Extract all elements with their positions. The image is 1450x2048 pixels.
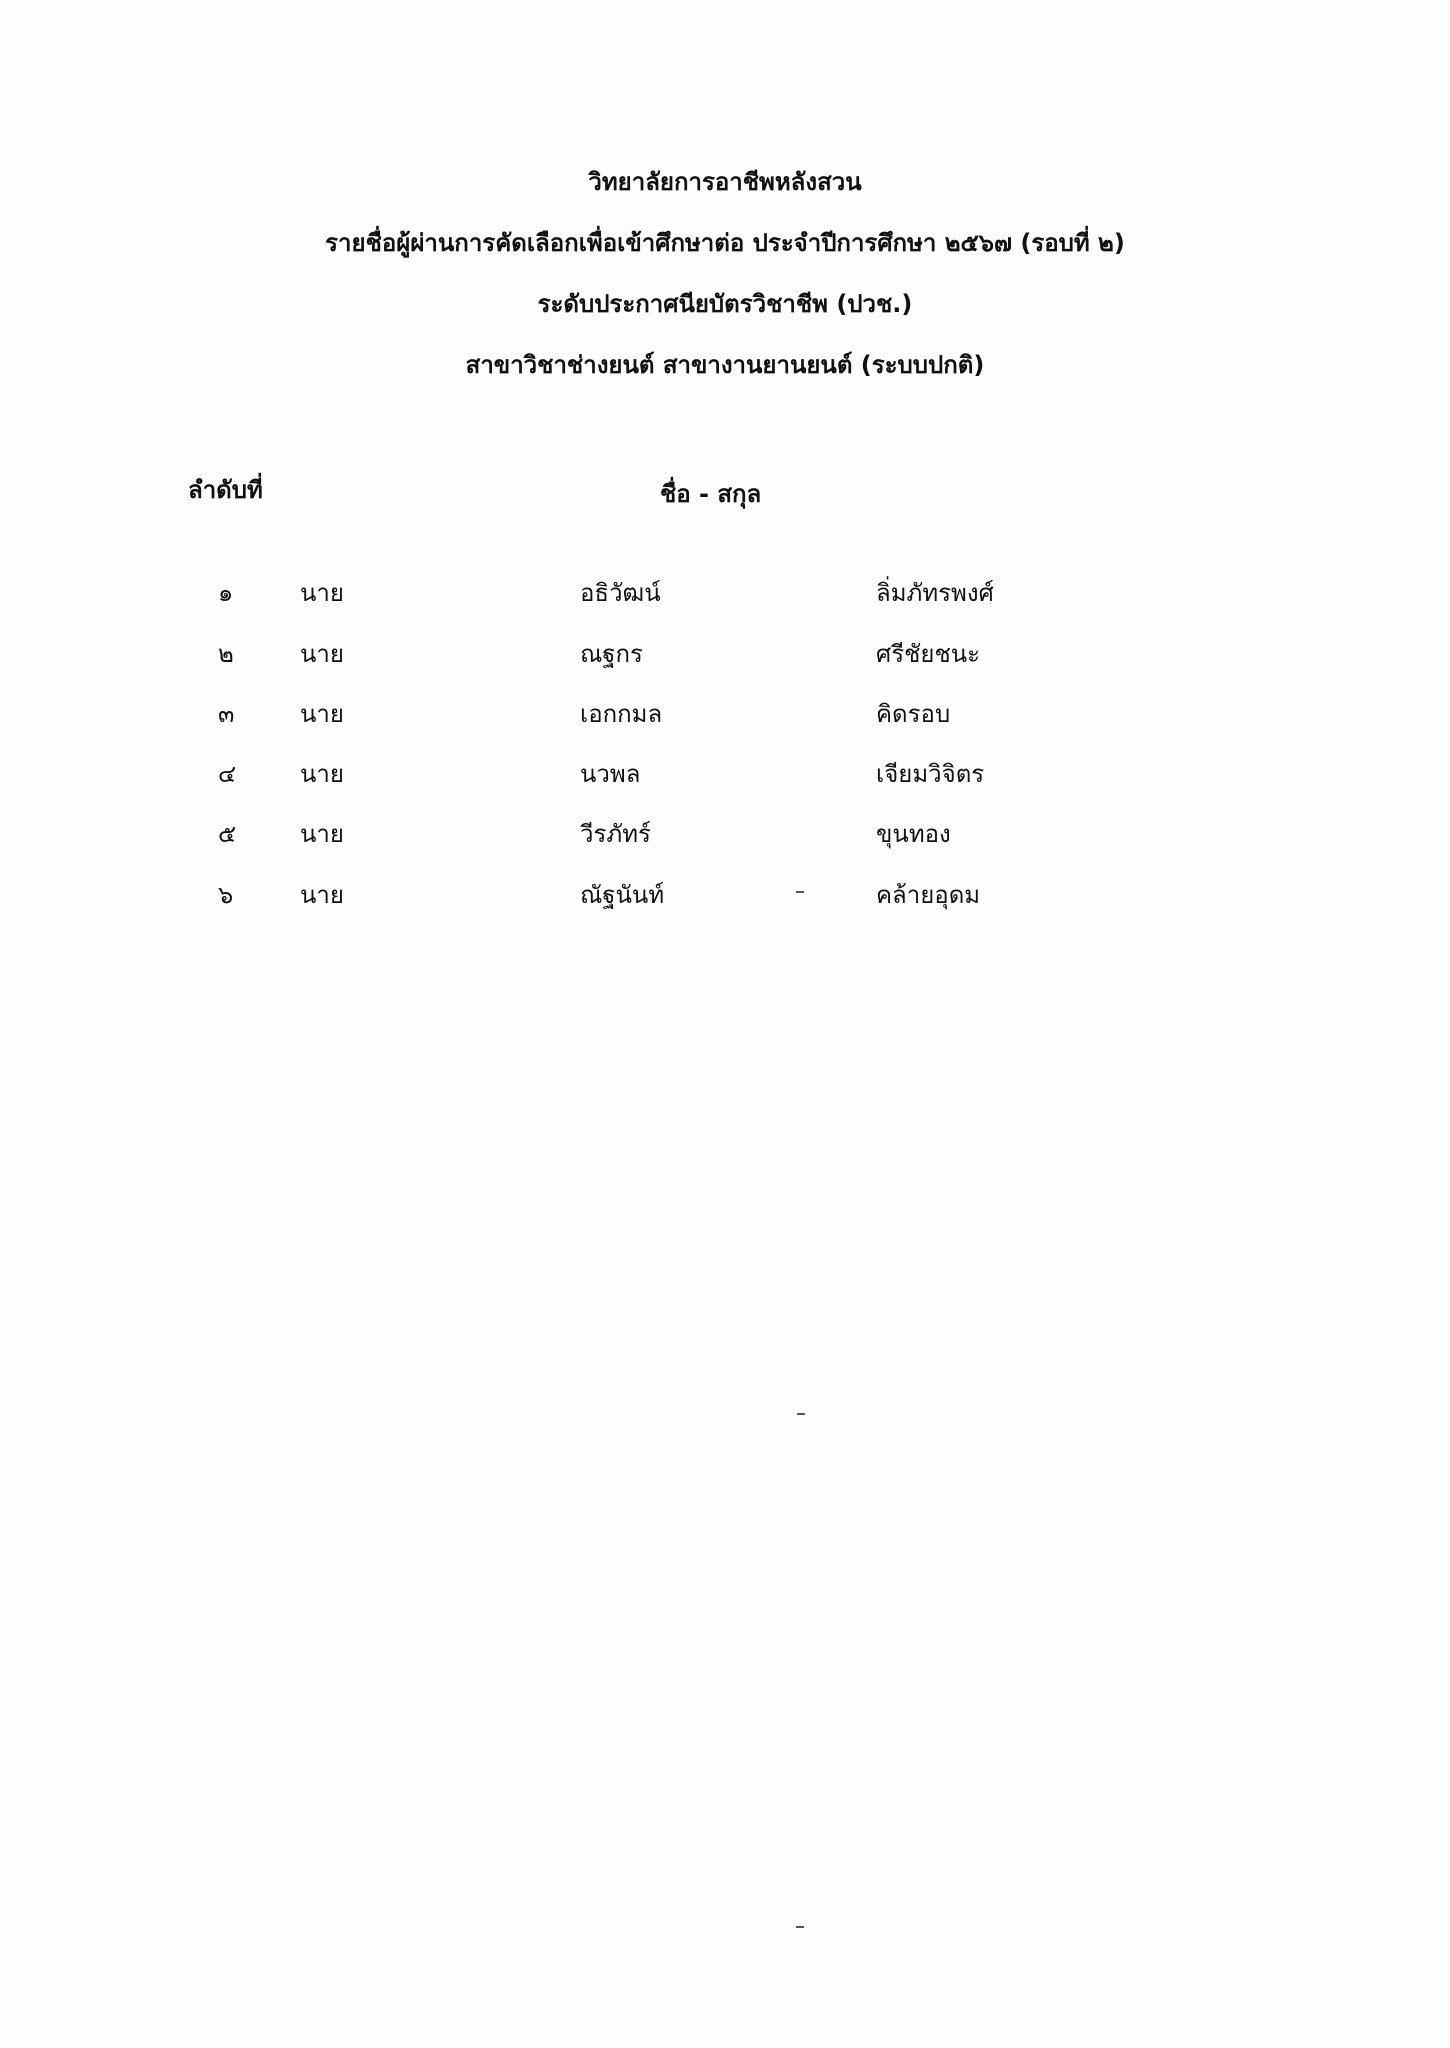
- row-order: ๕: [218, 820, 237, 848]
- institution-title: วิทยาลัยการอาชีพหลังสวน: [588, 168, 862, 196]
- row-last-name: คล้ายอุดม: [876, 881, 981, 909]
- row-title: นาย: [300, 760, 344, 788]
- column-header-name: ชื่อ - สกุล: [660, 480, 762, 508]
- row-order: ๖: [218, 881, 234, 909]
- row-last-name: ขุนทอง: [876, 820, 951, 848]
- row-order: ๑: [218, 579, 234, 607]
- row-order: ๒: [218, 640, 234, 668]
- scan-mark: [797, 1413, 805, 1415]
- row-first-name: นวพล: [580, 760, 641, 788]
- row-first-name: เอกกมล: [580, 700, 663, 728]
- row-title: นาย: [300, 820, 344, 848]
- row-last-name: คิดรอบ: [876, 700, 951, 728]
- row-title: นาย: [300, 579, 344, 607]
- education-level: ระดับประกาศนียบัตรวิชาชีพ (ปวช.): [537, 290, 913, 318]
- table-row: [0, 814, 1450, 854]
- row-first-name: วีรภัทร์: [580, 820, 651, 848]
- table-row: [0, 634, 1450, 674]
- table-row: [0, 754, 1450, 794]
- scan-mark: [796, 891, 804, 893]
- announcement-title: รายชื่อผู้ผ่านการคัดเลือกเพื่อเข้าศึกษาต่อ ประจำปีการศึกษา ๒๕๖๗ (รอบที่ ๒): [325, 229, 1125, 257]
- table-row: [0, 694, 1450, 734]
- column-header-order: ลำดับที่: [188, 476, 263, 504]
- table-row: [0, 573, 1450, 613]
- row-order: ๓: [218, 700, 235, 728]
- row-last-name: เจียมวิจิตร: [876, 760, 985, 788]
- table-row: [0, 875, 1450, 915]
- row-title: นาย: [300, 700, 344, 728]
- row-first-name: ณัฐนันท์: [580, 881, 665, 909]
- row-last-name: ศรีชัยชนะ: [876, 640, 981, 668]
- row-title: นาย: [300, 640, 344, 668]
- scan-mark: [796, 1926, 804, 1928]
- row-first-name: อธิวัฒน์: [580, 579, 661, 607]
- row-order: ๔: [218, 760, 237, 788]
- row-last-name: ลิ่มภัทรพงศ์: [876, 579, 994, 607]
- row-first-name: ณฐกร: [580, 640, 643, 668]
- program-title: สาขาวิชาช่างยนต์ สาขางานยานยนต์ (ระบบปกติ): [465, 351, 985, 379]
- row-title: นาย: [300, 881, 344, 909]
